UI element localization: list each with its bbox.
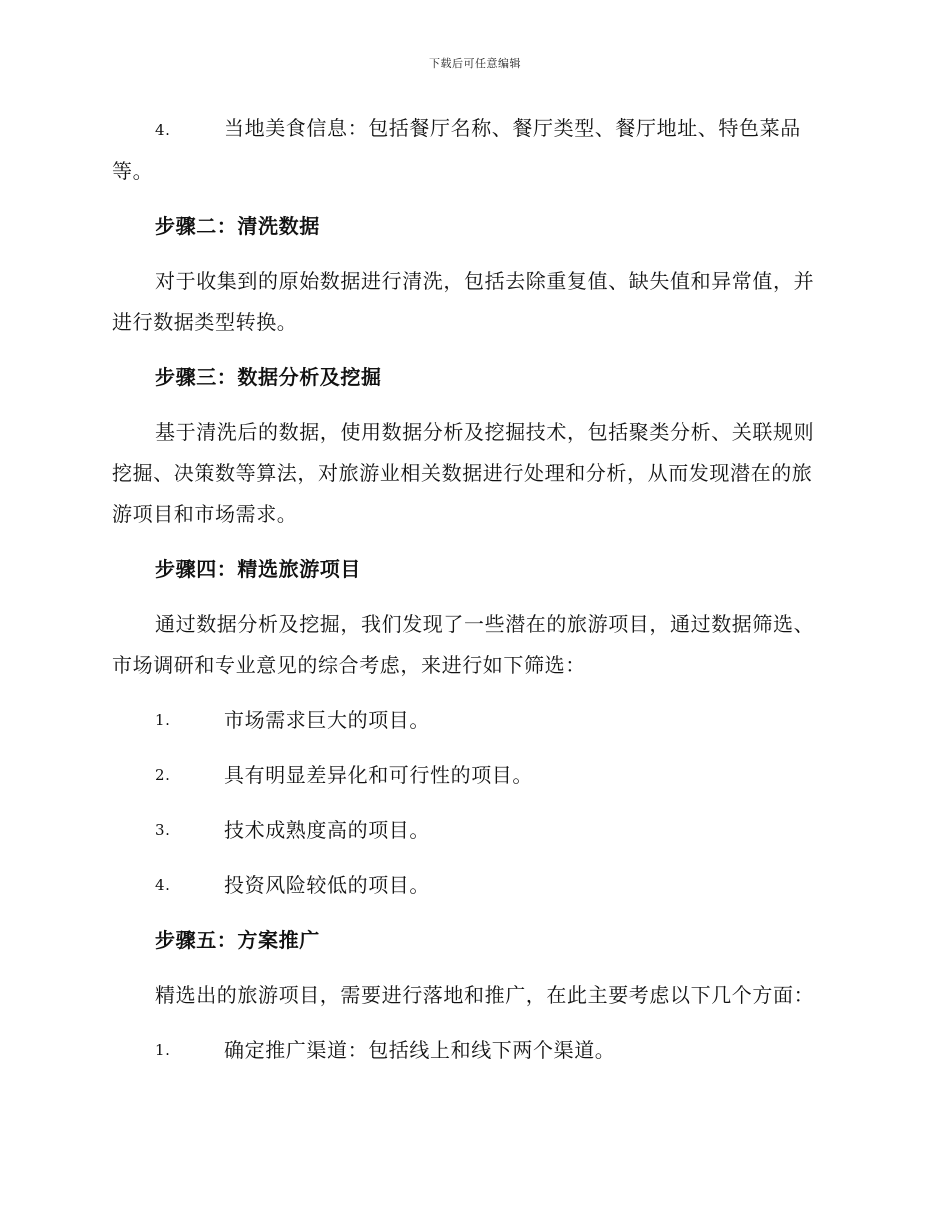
list-text: 技术成熟度高的项目。 xyxy=(224,818,430,842)
list-item xyxy=(112,810,832,851)
list-item-local-food xyxy=(112,108,832,192)
list-number: 1. xyxy=(155,1041,171,1059)
list-text: 市场需求巨大的项目。 xyxy=(224,708,430,732)
list-text: 投资风险较低的项目。 xyxy=(224,873,430,897)
list-number: 1. xyxy=(155,711,171,729)
step4-heading: 步骤四：精选旅游项目 xyxy=(155,557,361,581)
page-header: 下载后可任意编辑 xyxy=(429,57,521,70)
list-text: 具有明显差异化和可行性的项目。 xyxy=(224,763,533,787)
list-item xyxy=(112,1030,832,1071)
document-body xyxy=(112,108,832,1085)
list-text: 当地美食信息：包括餐厅名称、餐厅类型、餐厅地址、特色菜品等。 xyxy=(112,116,801,183)
step5-heading: 步骤五：方案推广 xyxy=(155,928,320,952)
list-item xyxy=(112,865,832,906)
list-number: 4. xyxy=(155,121,171,139)
list-item xyxy=(112,700,832,741)
step2-paragraph: 对于收集到的原始数据进行清洗，包括去除重复值、缺失值和异常值，并进行数据类型转换。 xyxy=(112,269,815,334)
step5-paragraph: 精选出的旅游项目，需要进行落地和推广，在此主要考虑以下几个方面： xyxy=(155,983,815,1007)
step3-paragraph: 基于清洗后的数据，使用数据分析及挖掘技术，包括聚类分析、关联规则挖掘、决策数等算法，对旅游业相关数据进行处理和分析，从而发现潜在的旅游项目和市场需求。 xyxy=(112,420,815,526)
list-number: 4. xyxy=(155,876,171,894)
step3-heading: 步骤三：数据分析及挖掘 xyxy=(155,365,382,389)
step4-paragraph: 通过数据分析及挖掘，我们发现了一些潜在的旅游项目，通过数据筛选、市场调研和专业意见的综合考虑，来进行如下筛选： xyxy=(112,612,815,677)
step2-heading: 步骤二：清洗数据 xyxy=(155,214,320,238)
list-item xyxy=(112,755,832,796)
list-text: 确定推广渠道：包括线上和线下两个渠道。 xyxy=(224,1038,616,1062)
list-number: 3. xyxy=(155,821,171,839)
list-number: 2. xyxy=(155,766,171,784)
